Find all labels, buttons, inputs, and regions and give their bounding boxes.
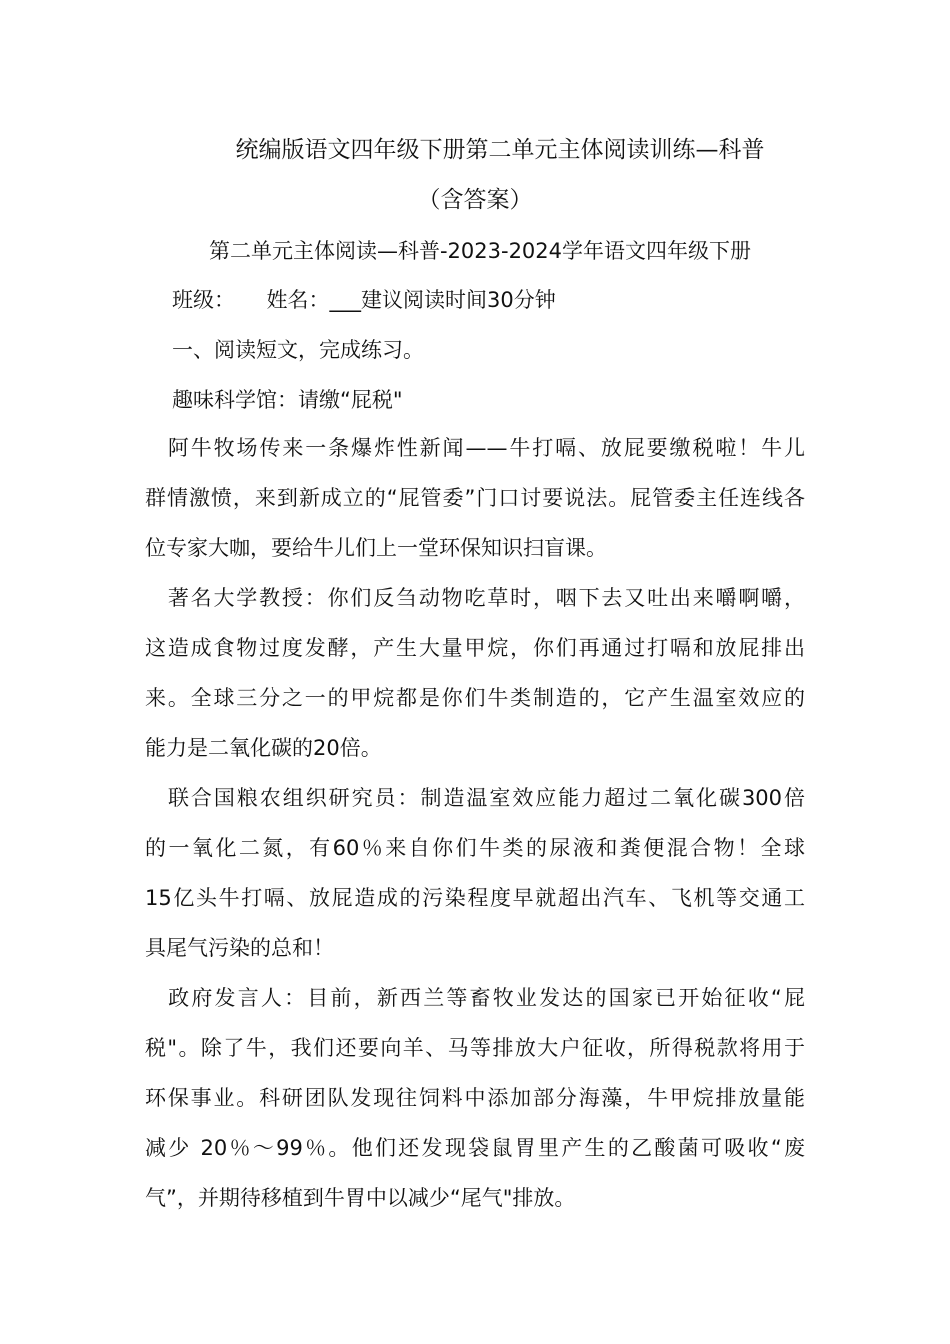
doc-title-line2: （含答案） <box>417 187 533 213</box>
paragraph-line: 阿牛牧场传来一条爆炸性新闻——牛打嗝、放屁要缴税啦！牛儿 <box>145 436 805 460</box>
section-heading: 一、阅读短文，完成练习。 <box>172 338 424 362</box>
paragraph-line: 这造成食物过度发酵，产生大量甲烷，你们再通过打嗝和放屁排出 <box>145 636 805 660</box>
doc-title-line1: 统编版语文四年级下册第二单元主体阅读训练—科普 <box>235 137 765 163</box>
paragraph-line: 气”，并期待移植到牛胃中以减少“尾气"排放。 <box>145 1186 576 1210</box>
paragraph-line: 联合国粮农组织研究员：制造温室效应能力超过二氧化碳300倍 <box>145 786 805 810</box>
paragraph-line: 税"。除了牛，我们还要向羊、马等排放大户征收，所得税款将用于 <box>145 1036 805 1060</box>
paragraph-line: 位专家大咖，要给牛儿们上一堂环保知识扫盲课。 <box>145 536 607 560</box>
paragraph-line: 来。全球三分之一的甲烷都是你们牛类制造的，它产生温室效应的 <box>145 686 805 710</box>
article-title: 趣味科学馆：请缴“屁税" <box>172 388 403 412</box>
doc-subtitle: 第二单元主体阅读—科普-2023-2024学年语文四年级下册 <box>208 239 752 263</box>
paragraph-line: 的一氧化二氮，有60％来自你们牛类的尿液和粪便混合物！全球 <box>145 836 805 860</box>
paragraph-line: 环保事业。科研团队发现往饲料中添加部分海藻，牛甲烷排放量能 <box>145 1086 805 1110</box>
paragraph-line: 具尾气污染的总和！ <box>145 936 334 960</box>
paragraph-line: 政府发言人：目前，新西兰等畜牧业发达的国家已开始征收“屁 <box>145 986 805 1010</box>
paragraph-line: 15亿头牛打嗝、放屁造成的污染程度早就超出汽车、飞机等交通工 <box>145 886 805 910</box>
paragraph-line: 著名大学教授：你们反刍动物吃草时，咽下去又吐出来嚼啊嚼， <box>145 586 805 610</box>
paragraph-line: 减少 20％～99％。他们还发现袋鼠胃里产生的乙酸菌可吸收“废 <box>145 1136 805 1160</box>
info-line: 班级： 姓名：___建议阅读时间30分钟 <box>172 288 556 312</box>
paragraph-line: 能力是二氧化碳的20倍。 <box>145 736 382 760</box>
paragraph-line: 群情激愤，来到新成立的“屁管委”门口讨要说法。屁管委主任连线各 <box>145 486 805 510</box>
